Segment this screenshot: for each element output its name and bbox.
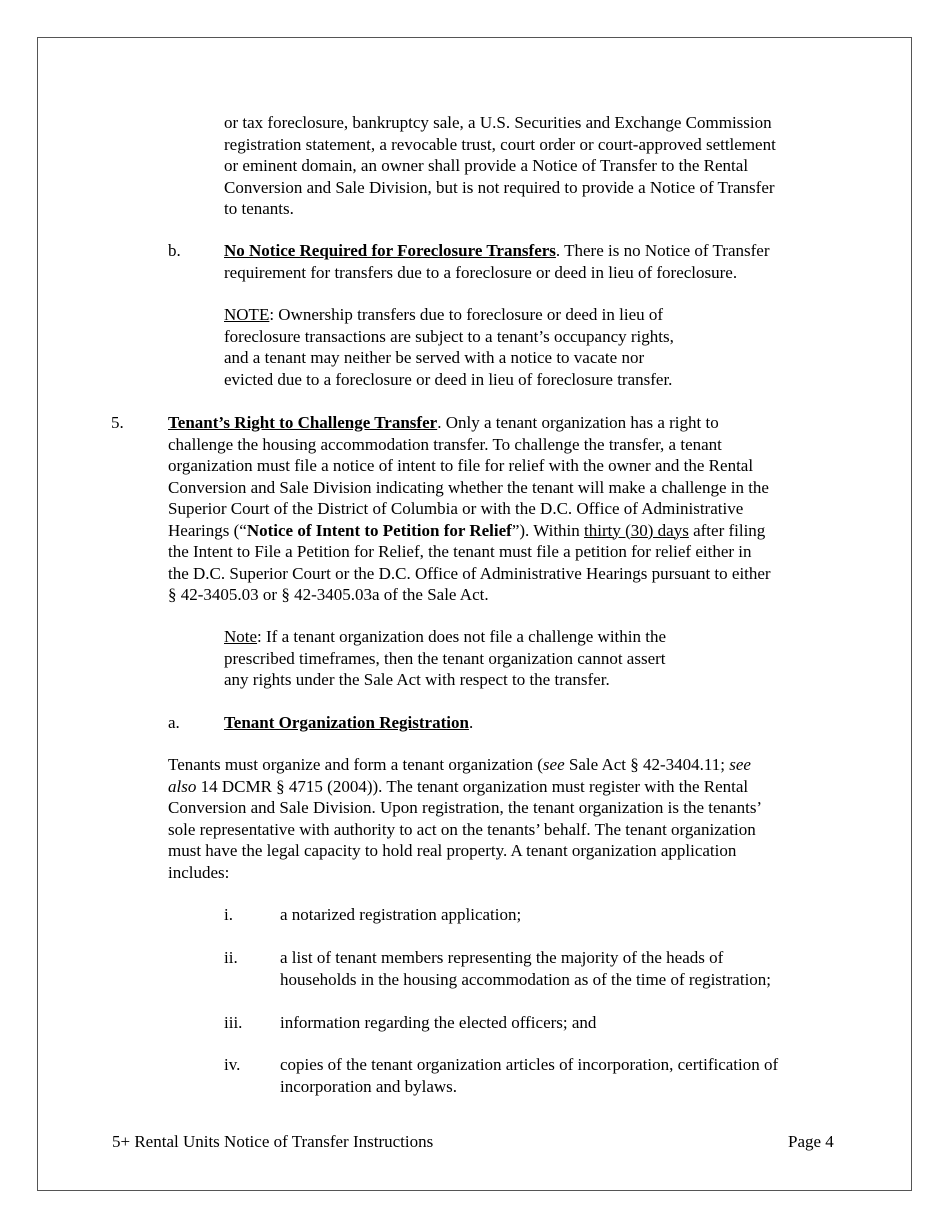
section-b-marker: b. [168,241,181,260]
section-a-marker: a. [168,713,180,732]
text-line: organization must file a notice of intent to file for relief with the owner and the Rental [168,456,754,475]
section-b-heading: No Notice Required for Foreclosure Transfers [224,241,556,260]
text-run: . [468,713,474,732]
text-line: or eminent domain, an owner shall provide a Notice of Transfer to the Rental [224,156,749,175]
text-line: any rights under the Sale Act with respect to the transfer. [224,670,610,689]
text-line: to tenants. [224,199,294,218]
text-run: after filing [688,520,766,540]
signal-also: also [168,776,197,796]
text-line [168,754,762,776]
text-line: the D.C. Superior Court or the D.C. Office of Administrative Hearings pursuant to either [168,563,771,583]
text-line: registration statement, a revocable trust, court order or court-approved settlement [224,134,776,154]
text-line: requirement for transfers due to a foreclosure or deed in lieu of foreclosure. [224,262,738,282]
text-run: . There is no Notice of Transfer [555,241,770,260]
list-marker: iii. [224,1013,243,1032]
text-line: and a tenant may neither be served with a notice to vacate nor [224,348,645,367]
text-run: Tenants must organize and form a tenant organization ( [168,755,543,774]
note-label: Note [224,627,258,646]
note-b-paragraph [224,304,674,390]
text-line: evicted due to a foreclosure or deed in lieu of foreclosure transfer. [224,369,673,389]
text-run: . Only a tenant organization has a right to [437,413,719,432]
text-line: includes: [168,862,230,882]
deadline-emphasis: thirty (30) days [584,520,689,540]
text-line: sole representative with authority to act on the tenants’ behalf. The tenant organization [168,819,756,839]
note-5-paragraph [224,626,666,691]
text-line: Conversion and Sale Division. Upon registration, the tenant organization is the tenants’ [168,798,763,817]
text-line: households in the housing accommodation as of the time of registration; [280,969,772,989]
footer-title: 5+ Rental Units Notice of Transfer Instructions [112,1132,434,1151]
text-line: challenge the housing accommodation transfer. To challenge the transfer, a tenant [168,434,722,454]
text-line: prescribed timeframes, then the tenant organization cannot assert [224,648,666,668]
defined-term: Notice of Intent to Petition for Relief [246,520,512,540]
text-line [168,520,771,542]
text-line: must have the legal capacity to hold real property. A tenant organization application [168,841,737,860]
text-line: Conversion and Sale Division indicating whether the tenant will make a challenge in the [168,477,769,497]
list-marker: iv. [224,1055,241,1074]
section-a-heading: Tenant Organization Registration [224,713,469,732]
list-item [280,1054,778,1097]
section-a-heading-line [224,712,473,734]
text-line [224,626,666,648]
section-5-marker: 5. [111,413,124,432]
text-run: : If a tenant organization does not file a challenge within the [257,627,667,646]
text-line [224,240,769,262]
signal-see: see [542,755,565,774]
text-line: Conversion and Sale Division, but is not required to provide a Notice of Transfer [224,177,775,197]
signal-see: see [729,755,751,774]
text-line: § 42-3405.03 or § 42-3405.03a of the Sale Act. [168,585,489,604]
text-run: Sale Act § 42-3404.11; [564,755,730,774]
section-5-heading: Tenant’s Right to Challenge Transfer [168,413,438,432]
text-run: 14 DCMR § 4715 (2004)). The tenant organization must register with the Rental [196,776,749,796]
list-item [280,947,771,990]
list-item [280,1012,596,1034]
section-b-paragraph [224,240,769,283]
list-marker: i. [224,905,233,924]
text-line [224,304,674,326]
text-line: the Intent to File a Petition for Relief, the tenant must file a petition for relief either in [168,542,752,561]
text-line: information regarding the elected officers; and [280,1013,597,1032]
note-label: NOTE [224,305,270,324]
text-line: foreclosure transactions are subject to a tenant’s occupancy rights, [224,326,674,346]
text-run: Hearings (“ [168,520,247,540]
text-run: : Ownership transfers due to foreclosure or deed in lieu of [269,305,664,324]
text-line: Superior Court of the District of Columbia or with the D.C. Office of Administrative [168,499,744,518]
text-line: a list of tenant members representing the majority of the heads of [280,948,724,967]
text-line [168,412,771,434]
text-run: ”). Within [511,520,585,540]
list-item [280,904,521,926]
page-number: Page 4 [788,1132,834,1151]
list-marker: ii. [224,948,238,967]
text-line [168,776,762,798]
text-line: incorporation and bylaws. [280,1076,458,1096]
text-line: a notarized registration application; [280,905,522,924]
section-a-body [168,754,762,883]
section-5-paragraph [168,412,771,606]
text-line: or tax foreclosure, bankruptcy sale, a U.S. Securities and Exchange Commission [224,113,772,132]
continuation-paragraph [224,112,776,220]
text-line: copies of the tenant organization articles of incorporation, certification of [280,1055,779,1074]
